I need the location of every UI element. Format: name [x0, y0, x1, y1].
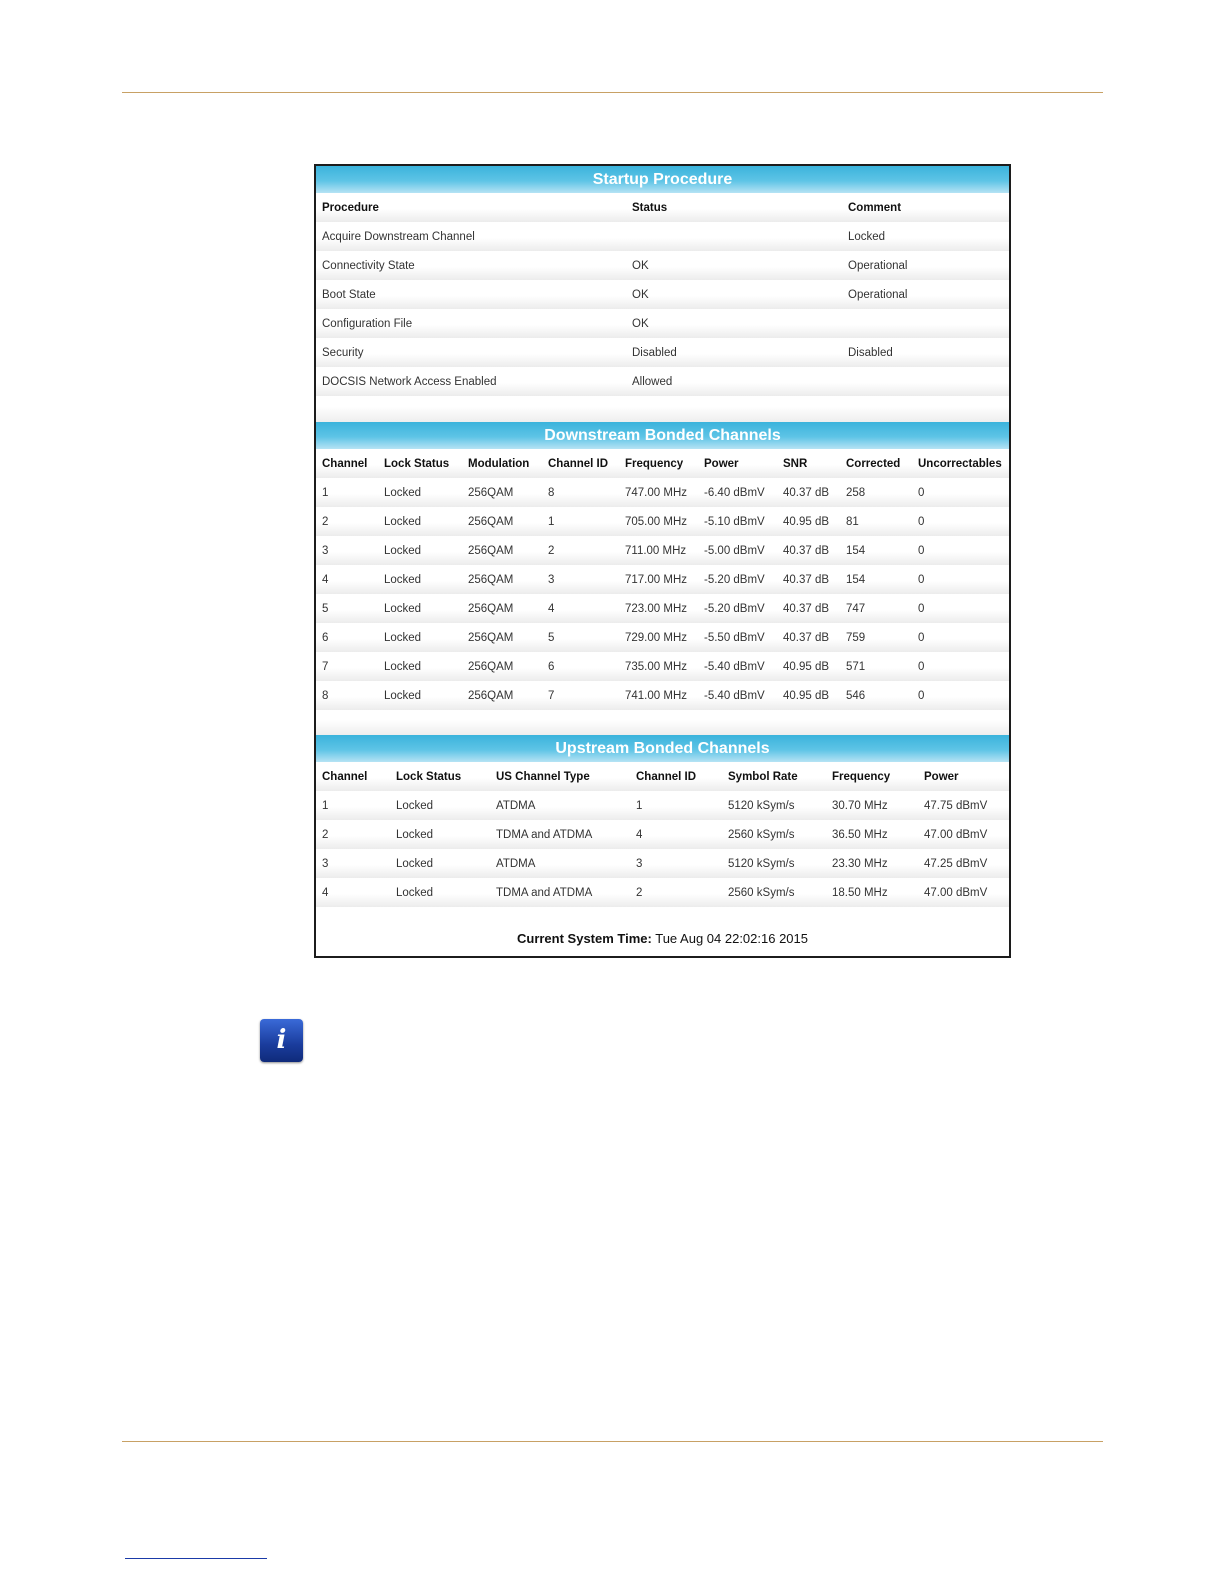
table-cell: Locked: [384, 689, 422, 702]
table-cell: Locked: [384, 660, 422, 673]
downstream-title: Downstream Bonded Channels: [316, 422, 1009, 449]
column-header: Channel ID: [548, 457, 609, 470]
table-cell: Locked: [848, 230, 886, 243]
table-cell: 40.37 dB: [783, 544, 830, 557]
table-cell: Configuration File: [322, 317, 413, 330]
table-cell: 747: [846, 602, 866, 615]
upstream-header-row: [316, 762, 1009, 791]
column-header: Channel ID: [636, 770, 697, 783]
table-cell: -6.40 dBmV: [704, 486, 765, 499]
downstream-table: [316, 449, 1009, 710]
table-row: [316, 652, 1009, 681]
modem-status-screenshot: [314, 164, 1011, 958]
table-cell: 711.00 MHz: [625, 544, 687, 557]
upstream-title: Upstream Bonded Channels: [316, 735, 1009, 762]
table-cell: 154: [846, 544, 866, 557]
table-cell: 256QAM: [468, 602, 514, 615]
table-cell: 154: [846, 573, 866, 586]
table-cell: 7: [548, 689, 555, 702]
current-system-time: [316, 931, 1009, 946]
table-cell: 0: [918, 631, 925, 644]
table-cell: 0: [918, 689, 925, 702]
table-cell: 40.95 dB: [783, 689, 830, 702]
column-header: Lock Status: [396, 770, 462, 783]
table-cell: 47.25 dBmV: [924, 857, 988, 870]
table-cell: Locked: [384, 573, 422, 586]
table-cell: [626, 222, 842, 251]
table-cell: -5.20 dBmV: [704, 602, 765, 615]
table-cell: -5.10 dBmV: [704, 515, 765, 528]
table-cell: 2560 kSym/s: [728, 886, 795, 899]
table-cell: 2: [548, 544, 555, 557]
table-row: [316, 280, 1009, 309]
table-row: [316, 338, 1009, 367]
table-cell: -5.40 dBmV: [704, 660, 765, 673]
table-cell: 5: [322, 602, 329, 615]
table-cell: Security: [322, 346, 364, 359]
table-cell: 5: [548, 631, 555, 644]
table-cell: 3: [322, 857, 329, 870]
startup-procedure-title: Startup Procedure: [316, 166, 1009, 193]
table-cell: 256QAM: [468, 486, 514, 499]
table-cell: Locked: [384, 544, 422, 557]
table-row: [316, 565, 1009, 594]
table-cell: 546: [846, 689, 866, 702]
table-cell: Operational: [848, 259, 908, 272]
table-cell: 18.50 MHz: [832, 886, 888, 899]
table-cell: 1: [322, 799, 329, 812]
table-cell: 3: [322, 544, 329, 557]
table-cell: 735.00 MHz: [625, 660, 688, 673]
table-row: [316, 849, 1009, 878]
info-icon: i: [260, 1019, 303, 1062]
table-cell: Locked: [396, 857, 434, 870]
table-cell: ATDMA: [496, 799, 536, 812]
table-cell: [842, 367, 1009, 396]
table-cell: -5.00 dBmV: [704, 544, 765, 557]
table-cell: 729.00 MHz: [625, 631, 688, 644]
table-cell: Operational: [848, 288, 908, 301]
table-cell: 5120 kSym/s: [728, 857, 795, 870]
header-rule: [122, 92, 1103, 93]
table-cell: 4: [322, 886, 329, 899]
table-cell: Locked: [396, 886, 434, 899]
startup-procedure-table: [316, 193, 1009, 396]
system-time-label: Current System Time:: [516, 931, 652, 946]
table-cell: 759: [846, 631, 866, 644]
table-cell: 47.00 dBmV: [924, 828, 988, 841]
footer-link-underline: [125, 1558, 267, 1559]
table-cell: 2: [322, 515, 329, 528]
table-row: [316, 878, 1009, 907]
table-row: [316, 791, 1009, 820]
table-cell: 571: [846, 660, 866, 673]
table-cell: DOCSIS Network Access Enabled: [322, 375, 497, 388]
column-header: Symbol Rate: [728, 770, 798, 783]
table-cell: 0: [918, 573, 925, 586]
table-row: [316, 594, 1009, 623]
table-cell: 0: [918, 602, 925, 615]
table-row: [316, 536, 1009, 565]
column-header: Procedure: [322, 201, 379, 214]
column-header: US Channel Type: [496, 770, 590, 783]
column-header: Uncorrectables: [918, 457, 1002, 470]
table-cell: 3: [636, 857, 643, 870]
table-cell: 717.00 MHz: [625, 573, 688, 586]
table-cell: 8: [548, 486, 555, 499]
table-row: [316, 478, 1009, 507]
column-header: Corrected: [846, 457, 901, 470]
table-cell: -5.50 dBmV: [704, 631, 765, 644]
table-cell: 8: [322, 689, 329, 702]
table-cell: Disabled: [632, 346, 677, 359]
table-cell: 741.00 MHz: [625, 689, 688, 702]
table-cell: 256QAM: [468, 544, 514, 557]
table-row: [316, 820, 1009, 849]
table-cell: -5.40 dBmV: [704, 689, 765, 702]
column-header: Frequency: [625, 457, 684, 470]
footer-rule: [122, 1441, 1103, 1442]
column-header: Lock Status: [384, 457, 450, 470]
section-spacer: [316, 710, 1009, 735]
table-cell: Locked: [384, 515, 422, 528]
column-header: Modulation: [468, 457, 530, 470]
table-cell: TDMA and ATDMA: [496, 886, 593, 899]
table-cell: Locked: [384, 602, 422, 615]
table-cell: 256QAM: [468, 631, 514, 644]
table-row: [316, 309, 1009, 338]
table-cell: 256QAM: [468, 515, 514, 528]
column-header: Comment: [848, 201, 902, 214]
table-row: [316, 222, 1009, 251]
system-time-value: Tue Aug 04 22:02:16 2015: [655, 931, 808, 946]
table-cell: Acquire Downstream Channel: [322, 230, 475, 243]
table-cell: 1: [636, 799, 643, 812]
table-cell: Boot State: [322, 288, 376, 301]
upstream-table: [316, 762, 1009, 907]
table-cell: 256QAM: [468, 660, 514, 673]
table-cell: 6: [322, 631, 329, 644]
table-cell: ATDMA: [496, 857, 536, 870]
table-cell: 40.37 dB: [783, 602, 830, 615]
table-cell: [842, 309, 1009, 338]
table-cell: 40.95 dB: [783, 660, 830, 673]
table-cell: 40.37 dB: [783, 486, 830, 499]
table-cell: 40.37 dB: [783, 573, 830, 586]
table-cell: Locked: [384, 486, 422, 499]
table-row: [316, 623, 1009, 652]
table-cell: 258: [846, 486, 866, 499]
table-cell: 40.37 dB: [783, 631, 830, 644]
table-cell: 2: [322, 828, 329, 841]
table-cell: 81: [846, 515, 859, 528]
table-cell: 747.00 MHz: [625, 486, 688, 499]
table-row: [316, 681, 1009, 710]
table-cell: 1: [322, 486, 329, 499]
table-cell: 23.30 MHz: [832, 857, 888, 870]
table-cell: 0: [918, 486, 925, 499]
column-header: Channel: [322, 770, 368, 783]
column-header: Channel: [322, 457, 368, 470]
column-header: Power: [924, 770, 959, 783]
table-cell: Allowed: [632, 375, 673, 388]
table-cell: 7: [322, 660, 329, 673]
table-cell: OK: [632, 288, 649, 301]
downstream-header-row: [316, 449, 1009, 478]
column-header: Frequency: [832, 770, 891, 783]
table-cell: 2: [636, 886, 643, 899]
table-cell: 30.70 MHz: [832, 799, 888, 812]
table-cell: 0: [918, 660, 925, 673]
table-cell: 2560 kSym/s: [728, 828, 795, 841]
table-cell: Disabled: [848, 346, 893, 359]
table-cell: -5.20 dBmV: [704, 573, 765, 586]
table-cell: TDMA and ATDMA: [496, 828, 593, 841]
table-cell: 40.95 dB: [783, 515, 830, 528]
table-cell: 5120 kSym/s: [728, 799, 795, 812]
table-cell: 4: [322, 573, 329, 586]
table-cell: 723.00 MHz: [625, 602, 688, 615]
table-row: [316, 251, 1009, 280]
table-cell: 256QAM: [468, 689, 514, 702]
table-cell: 256QAM: [468, 573, 514, 586]
table-cell: Locked: [384, 631, 422, 644]
table-cell: 0: [918, 544, 925, 557]
table-cell: 4: [548, 602, 555, 615]
table-cell: 47.75 dBmV: [924, 799, 988, 812]
table-cell: 0: [918, 515, 925, 528]
table-cell: 36.50 MHz: [832, 828, 888, 841]
table-cell: Locked: [396, 828, 434, 841]
table-cell: Connectivity State: [322, 259, 415, 272]
table-cell: 1: [548, 515, 555, 528]
table-cell: OK: [632, 259, 649, 272]
table-cell: 3: [548, 573, 555, 586]
table-cell: 47.00 dBmV: [924, 886, 988, 899]
table-cell: 705.00 MHz: [625, 515, 688, 528]
table-row: [316, 367, 1009, 396]
column-header: Status: [632, 201, 668, 214]
startup-header-row: [316, 193, 1009, 222]
table-cell: OK: [632, 317, 649, 330]
table-cell: 6: [548, 660, 555, 673]
table-cell: Locked: [396, 799, 434, 812]
table-cell: 4: [636, 828, 643, 841]
column-header: SNR: [783, 457, 808, 470]
section-spacer: [316, 396, 1009, 422]
table-row: [316, 507, 1009, 536]
column-header: Power: [704, 457, 739, 470]
